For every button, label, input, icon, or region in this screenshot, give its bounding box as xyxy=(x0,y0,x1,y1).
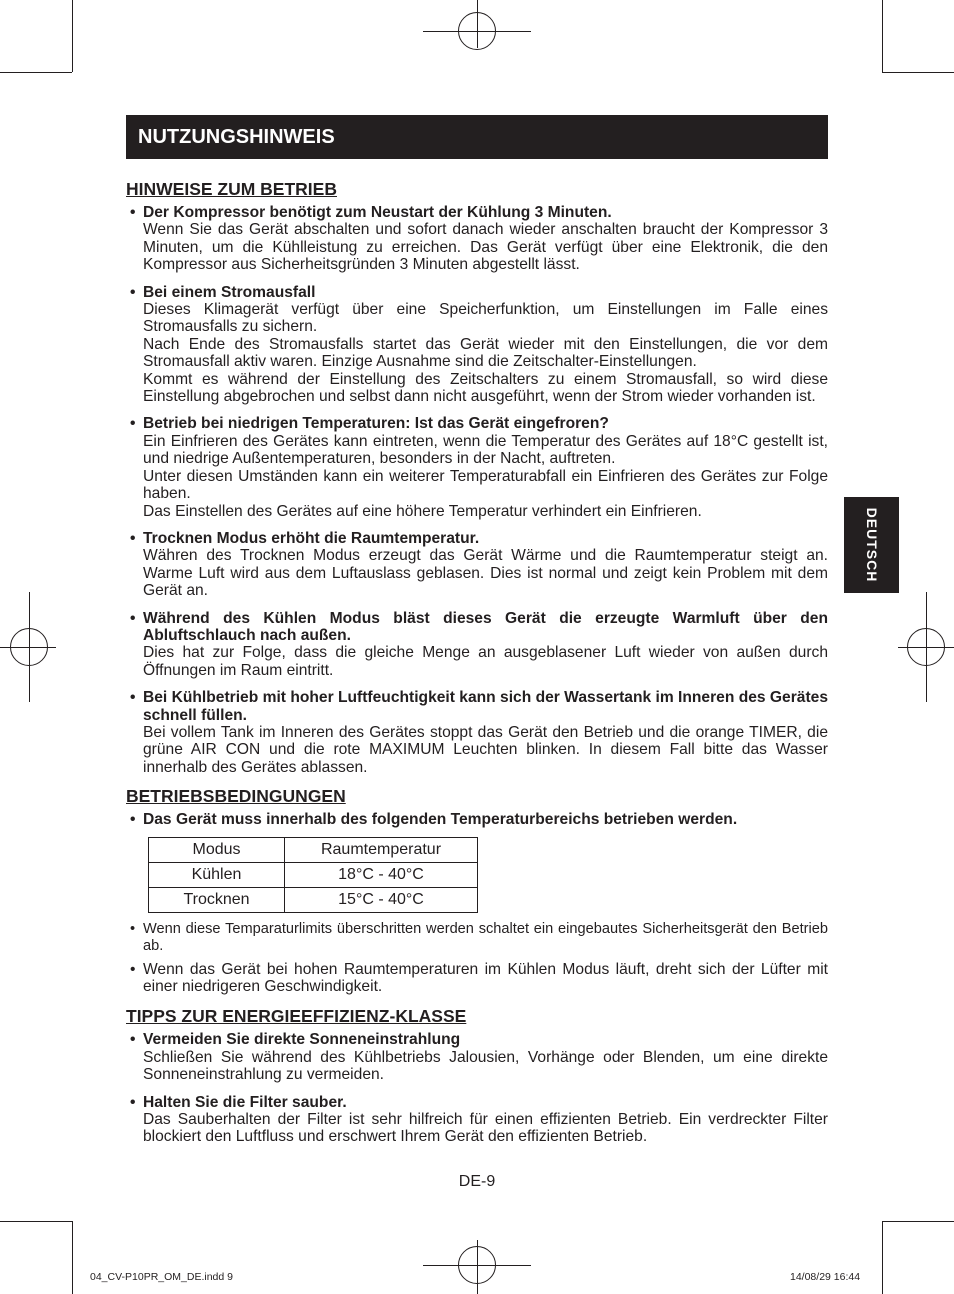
table-header-row xyxy=(149,837,478,862)
page-title: NUTZUNGSHINWEIS xyxy=(126,115,828,159)
section-heading: TIPPS ZUR ENERGIEEFFIZIENZ-KLASSE xyxy=(126,1006,467,1027)
content xyxy=(126,178,828,1156)
section-heading: BETRIEBSBEDINGUNGEN xyxy=(126,786,346,807)
list-item xyxy=(126,811,828,828)
item-heading: Während des Kühlen Modus bläst dieses Gerät die erzeugte Warmluft über den Abluftschlauch nach außen. xyxy=(143,609,828,644)
item-text: Das Einstellen des Gerätes auf eine höhere Temperatur verhindert ein Einfrieren. xyxy=(143,502,702,520)
bullet: • xyxy=(130,204,136,221)
footer-timestamp: 14/08/29 16:44 xyxy=(790,1271,861,1283)
list-item xyxy=(126,689,828,776)
bullet: • xyxy=(130,283,136,301)
item-heading: Trocknen Modus erhöht die Raumtemperatur. xyxy=(143,529,480,547)
item-heading: Bei einem Stromausfall xyxy=(143,283,316,301)
table-row xyxy=(149,862,478,887)
bullet: • xyxy=(130,415,136,433)
item-heading: Das Gerät muss innerhalb des folgenden Temperaturbereichs betrieben werden. xyxy=(143,811,738,829)
temperature-table xyxy=(148,837,478,913)
list-item xyxy=(126,204,828,274)
item-heading: Bei Kühlbetrieb mit hoher Luftfeuchtigkeit kann sich der Wassertank im Inneren des Gerätes schnell füllen. xyxy=(143,689,828,724)
note-text: Wenn diese Temparaturlimits überschritten werden schaltet ein eingebautes Sicherheitsgerät den Betrieb ab. xyxy=(143,920,828,954)
section-betrieb xyxy=(126,178,828,776)
section-heading: HINWEISE ZUM BETRIEB xyxy=(126,179,337,199)
note-item xyxy=(126,961,828,996)
item-heading: Vermeiden Sie direkte Sonneneinstrahlung xyxy=(143,1031,461,1049)
note-item xyxy=(126,921,828,955)
item-text: Währen des Trocknen Modus erzeugt das Gerät Wärme und die Raumtemperatur steigt an. Warme Luft wird aus dem Luftauslass geblasen. Dies ist normal und zeigt kein Problem mit dem Gerät an. xyxy=(143,547,828,600)
list-item xyxy=(126,415,828,519)
list-item xyxy=(126,1094,828,1146)
item-heading: Halten Sie die Filter sauber. xyxy=(143,1093,347,1111)
item-text: Unter diesen Umständen kann ein weiterer Temperaturabfall ein Einfrieren des Gerätes zur Folge haben. xyxy=(143,467,828,503)
table-cell: Trocknen xyxy=(149,887,285,912)
language-tab xyxy=(844,497,899,593)
bullet: • xyxy=(130,689,136,707)
section-tipps xyxy=(126,1005,828,1145)
list-item xyxy=(126,1031,828,1083)
bullet: • xyxy=(130,1031,136,1049)
table-cell: 15°C - 40°C xyxy=(285,887,478,912)
item-text: Wenn Sie das Gerät abschalten und sofort danach wieder anschalten braucht der Kompressor 3 Minuten, um die Kühlleistung zu erreichen. Das Gerät verfügt über eine Elektronik, die den Kompressor aus Sicherheitsgründen 3 Minuten abgestellt lässt. xyxy=(143,221,828,274)
footer-filename: 04_CV-P10PR_OM_DE.indd 9 xyxy=(90,1271,233,1283)
note-text: Wenn das Gerät bei hohen Raumtemperaturen im Kühlen Modus läuft, dreht sich der Lüfter mit einer niedrigeren Geschwindigkeit. xyxy=(143,960,828,995)
table-row xyxy=(149,887,478,912)
bullet: • xyxy=(130,811,136,829)
bullet: • xyxy=(130,609,136,627)
bullet: • xyxy=(130,920,136,937)
item-text: Schließen Sie während des Kühlbetriebs Jalousien, Vorhänge oder Blenden, um eine direkte Sonneneinstrahlung zu vermeiden. xyxy=(143,1048,828,1084)
list-item xyxy=(126,530,828,600)
table-cell: 18°C - 40°C xyxy=(285,862,478,887)
table-cell: Kühlen xyxy=(149,862,285,887)
section-bedingungen xyxy=(126,785,828,995)
page-number: DE-9 xyxy=(458,1173,496,1190)
language-tab-label: DEUTSCH xyxy=(863,507,880,583)
table-header-cell: Modus xyxy=(149,837,285,862)
item-heading: Betrieb bei niedrigen Temperaturen: Ist das Gerät eingefroren? xyxy=(143,415,609,433)
item-text: Ein Einfrieren des Gerätes kann eintreten, wenn die Temperatur des Gerätes auf 18°C gestellt ist, und niedrige Außentemperaturen, besonders in der Nacht, auftreten. xyxy=(143,432,828,468)
bullet: • xyxy=(130,1093,136,1111)
item-text: Dies hat zur Folge, dass die gleiche Menge an ausgeblasener Luft wieder von außen durch Öffnungen im Raum eintritt. xyxy=(143,644,828,679)
item-text: Das Sauberhalten der Filter ist sehr hilfreich für einen effizienten Betrieb. Ein verdreckter Filter blockiert den Luftfluss und erschwert Ihrem Gerät den effizienten Betrieb. xyxy=(143,1111,828,1146)
table-header-cell: Raumtemperatur xyxy=(285,837,478,862)
list-item xyxy=(126,284,828,406)
bullet: • xyxy=(130,529,136,547)
list-item xyxy=(126,610,828,680)
bullet: • xyxy=(130,960,136,978)
item-text: Kommt es während der Einstellung des Zeitschalters zu einem Stromausfall, so wird diese Einstellung abgebrochen und selbst dann nicht ausgeführt, wenn der Strom wieder vorhanden ist. xyxy=(143,370,828,406)
item-text: Bei vollem Tank im Inneren des Gerätes stoppt das Gerät den Betrieb und die orange TIMER, die grüne AIR CON und die rote MAXIMUM Leuchten blinken. In diesem Fall bitte das Wasser innerhalb des Gerätes ablassen. xyxy=(143,723,828,776)
item-text: Dieses Klimagerät verfügt über eine Speicherfunktion, um Einstellungen im Falle eines Stromausfalls zu sichern. xyxy=(143,301,828,336)
item-text: Nach Ende des Stromausfalls startet das Gerät wieder mit den Einstellungen, die vor dem Stromausfall aktiv waren. Einzige Ausnahme sind die Zeitschalter-Einstellungen. xyxy=(143,335,828,371)
item-heading: Der Kompressor benötigt zum Neustart der Kühlung 3 Minuten. xyxy=(143,204,612,221)
